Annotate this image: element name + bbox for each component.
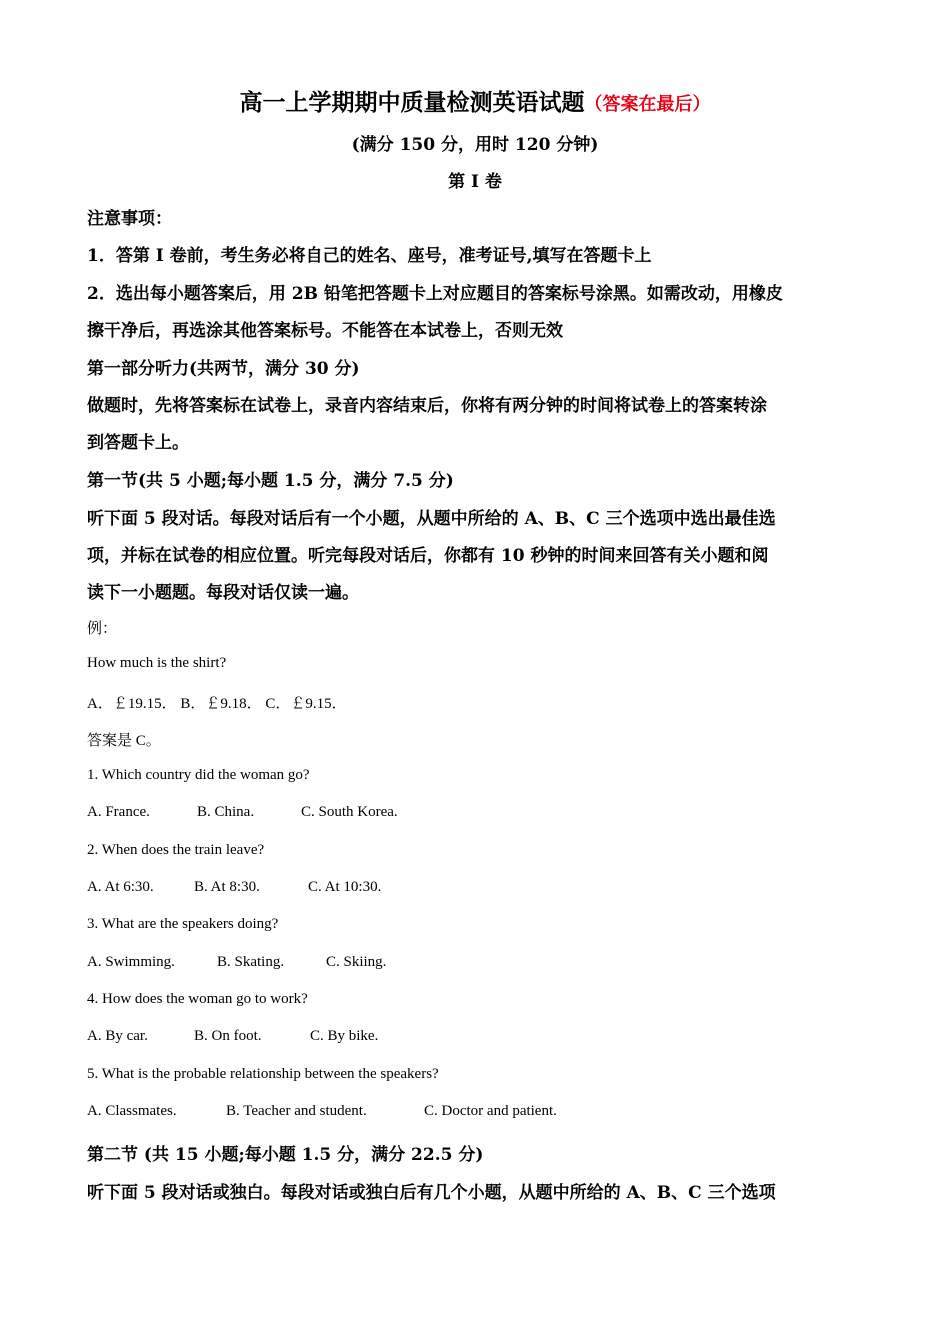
part1-intro-line-1: 做题时，先将答案标在试卷上，录音内容结束后，你将有两分钟的时间将试卷上的答案转涂 xyxy=(87,396,767,416)
section1-instructions-line-3: 读下一小题题。每段对话仅读一遍。 xyxy=(87,583,359,603)
question-2-options xyxy=(87,879,381,896)
option-c: C. Doctor and patient. xyxy=(424,1103,557,1119)
notice-item-2-line-1: 2．选出每小题答案后，用 2B 铅笔把答题卡上对应题目的答案标号涂黑。如需改动，用橡皮 xyxy=(87,284,783,304)
part1-heading: 第一部分听力(共两节，满分 30 分) xyxy=(87,359,360,379)
example-question: How much is the shirt? xyxy=(87,655,227,671)
option-a: A. Classmates. xyxy=(87,1103,177,1119)
question-1: 1. Which country did the woman go? xyxy=(87,767,310,783)
section2-heading: 第二节 (共 15 小题;每小题 1.5 分，满分 22.5 分) xyxy=(87,1145,484,1165)
option-b: B. On foot. xyxy=(194,1028,262,1044)
notice-item-2-line-2: 擦干净后，再选涂其他答案标号。不能答在本试卷上，否则无效 xyxy=(87,321,563,341)
section1-instructions-line-2: 项，并标在试卷的相应位置。听完每段对话后，你都有 10 秒钟的时间来回答有关小题和阅 xyxy=(87,546,769,566)
notice-item-1: 1．答第 I 卷前，考生务必将自己的姓名、座号，准考证号,填写在答题卡上 xyxy=(87,246,652,266)
exam-subtitle: (满分 150 分，用时 120 分钟) xyxy=(351,135,599,155)
option-b: B. At 8:30. xyxy=(194,879,260,895)
option-b: B. Teacher and student. xyxy=(226,1103,367,1119)
question-5-options xyxy=(87,1103,557,1120)
section1-instructions-line-1: 听下面 5 段对话。每段对话后有一个小题，从题中所给的 A、B、C 三个选项中选出最佳选 xyxy=(87,509,776,529)
section1-heading: 第一节(共 5 小题;每小题 1.5 分，满分 7.5 分) xyxy=(87,471,454,491)
example-options: A．￡19.15． B．￡9.18． C．￡9.15． xyxy=(87,696,347,712)
option-a: A. By car. xyxy=(87,1028,148,1044)
question-4-options xyxy=(87,1028,378,1045)
question-1-options xyxy=(87,804,398,821)
section2-instructions-line-1: 听下面 5 段对话或独白。每段对话或独白后有几个小题，从题中所给的 A、B、C 三个选项 xyxy=(87,1183,776,1203)
title-answer-note: （答案在最后） xyxy=(584,94,711,115)
question-3-options xyxy=(87,954,386,971)
option-c: C. Skiing. xyxy=(326,954,387,970)
volume-label: 第 I 卷 xyxy=(448,172,502,192)
part1-intro-line-2: 到答题卡上。 xyxy=(87,433,189,453)
option-c: C. At 10:30. xyxy=(308,879,382,895)
notice-heading: 注意事项： xyxy=(87,209,172,229)
option-a: A. France. xyxy=(87,804,150,820)
example-label: 例： xyxy=(87,621,118,637)
title-text: 高一上学期期中质量检测英语试题 xyxy=(239,89,585,116)
example-answer: 答案是 C。 xyxy=(87,733,161,749)
option-a: A. Swimming. xyxy=(87,954,175,970)
option-b: B. China. xyxy=(197,804,255,820)
option-a: A. At 6:30. xyxy=(87,879,154,895)
question-3: 3. What are the speakers doing? xyxy=(87,916,279,932)
option-c: C. South Korea. xyxy=(301,804,398,820)
question-2: 2. When does the train leave? xyxy=(87,842,265,858)
question-4: 4. How does the woman go to work? xyxy=(87,991,308,1007)
option-b: B. Skating. xyxy=(217,954,285,970)
exam-title xyxy=(0,84,950,117)
option-c: C. By bike. xyxy=(310,1028,379,1044)
question-5: 5. What is the probable relationship between the speakers? xyxy=(87,1066,439,1082)
